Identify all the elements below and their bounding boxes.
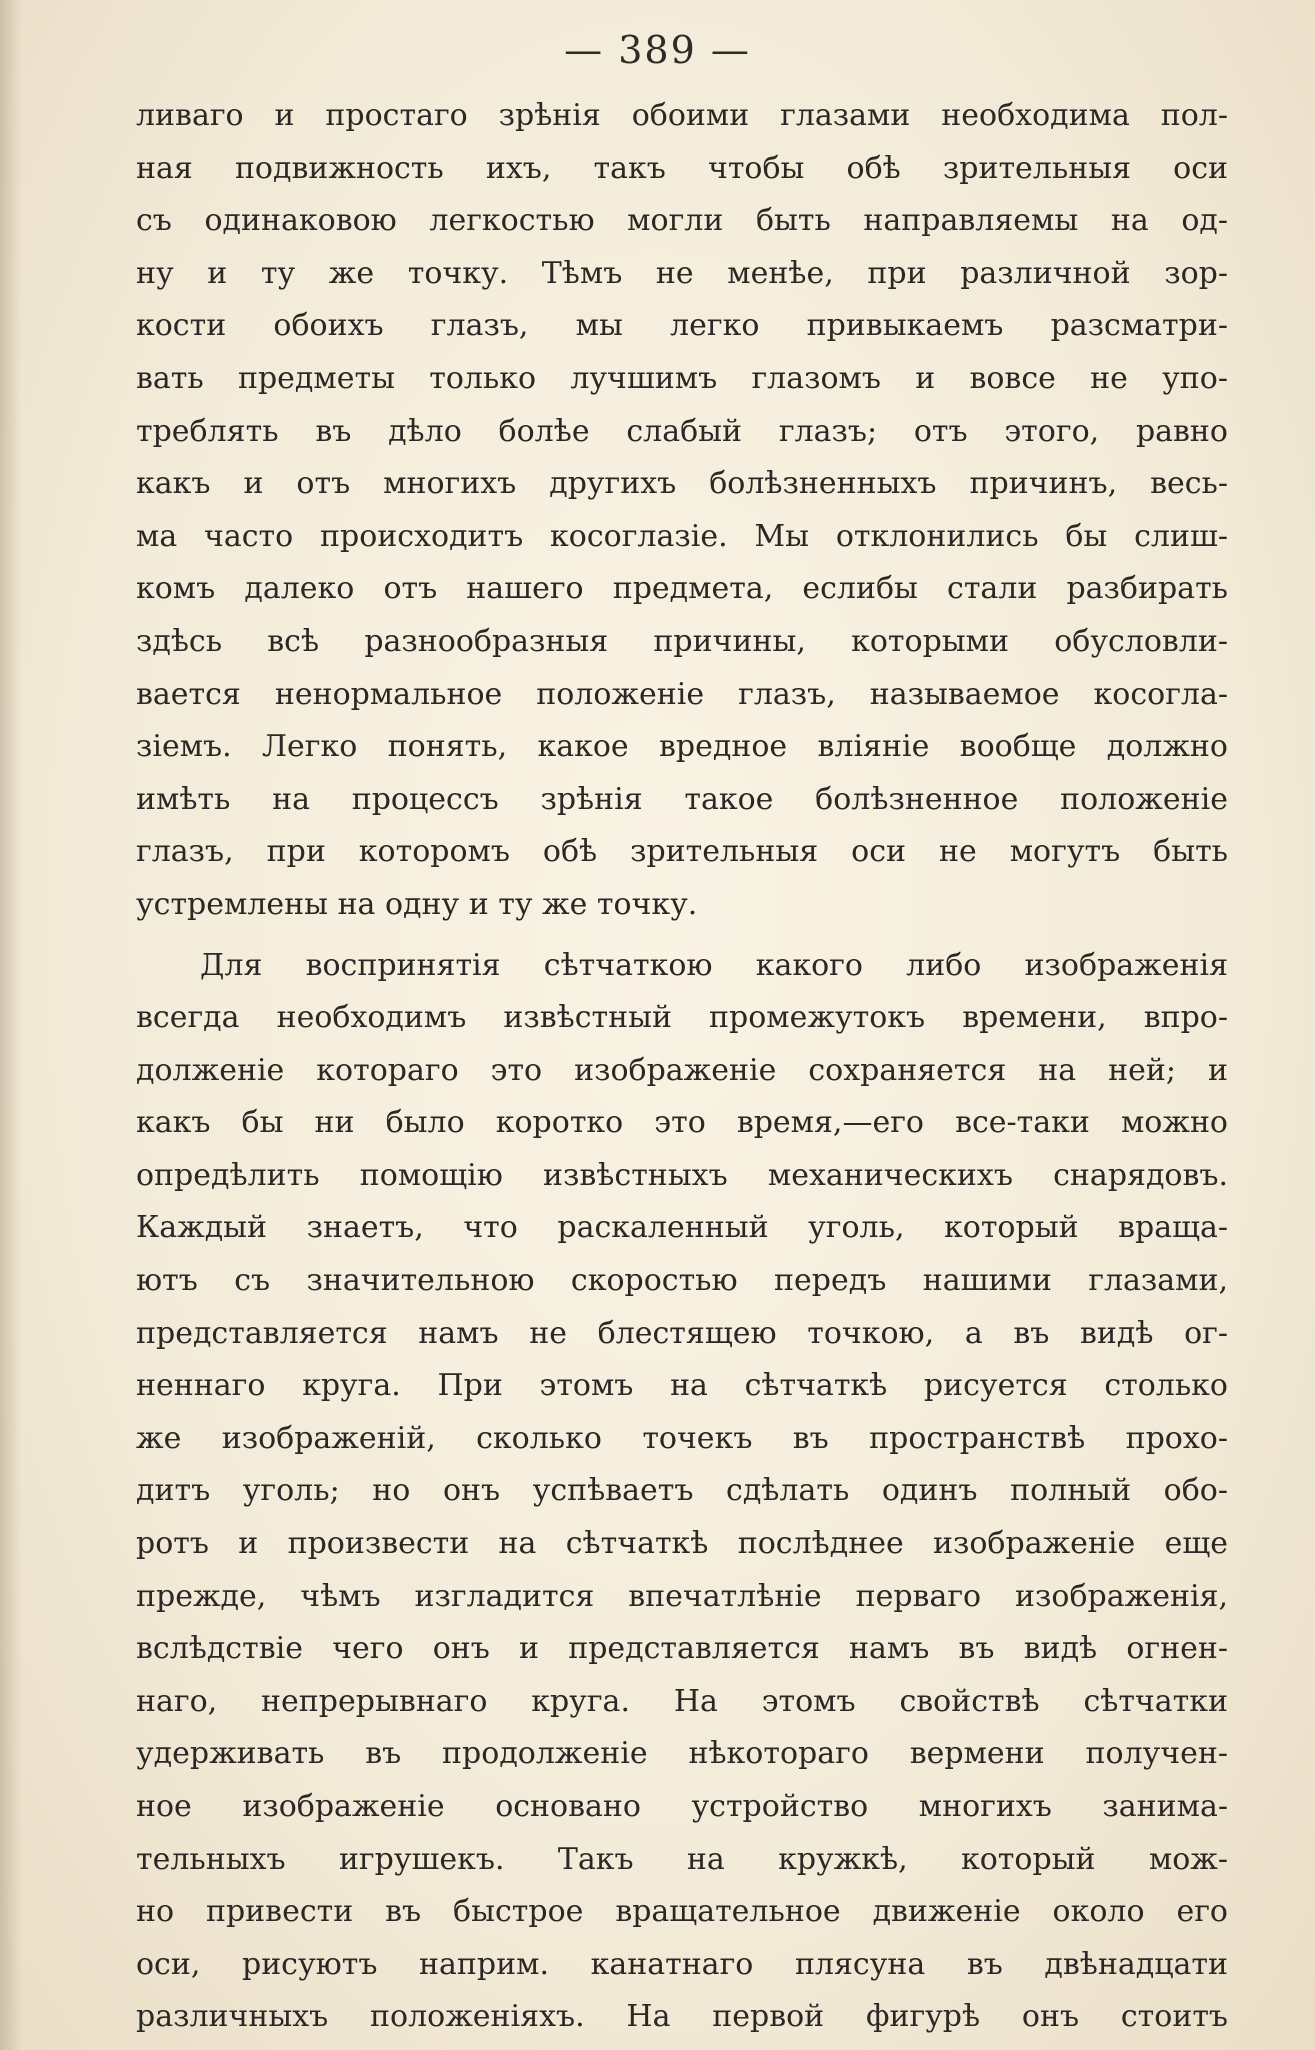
text-line: долженіе котораго это изображеніе сохраняется на ней; и [136, 1052, 1228, 1088]
text-line: ну и ту же точку. Тѣмъ не менѣе, при различной зор- [136, 255, 1228, 291]
text-line: прежде, чѣмъ изгладится впечатлѣніе перваго изображенія, [136, 1578, 1228, 1614]
text-line: тельныхъ игрушекъ. Такъ на кружкѣ, который мож- [136, 1841, 1228, 1877]
text-line: но привести въ быстрое вращательное движеніе около его [136, 1894, 1228, 1930]
binding-shadow [0, 0, 22, 2050]
text-line: кости обоихъ глазъ, мы легко привыкаемъ разсматри- [136, 308, 1228, 344]
page-number: — 389 — [564, 28, 751, 72]
text-line: Каждый знаетъ, что раскаленный уголь, который враща- [136, 1210, 1228, 1246]
text-line: ливаго и простаго зрѣнія обоими глазами необходима пол- [136, 98, 1228, 133]
text-line: оси, рисуютъ наприм. канатнаго плясуна въ двѣнадцати [136, 1946, 1228, 1982]
paragraph [136, 940, 1228, 2044]
text-line: какъ и отъ многихъ другихъ болѣзненныхъ причинъ, весь- [136, 466, 1228, 502]
text-line: дитъ уголь; но онъ успѣваетъ сдѣлать одинъ полный обо- [136, 1473, 1228, 1509]
text-line: ротъ и произвести на сѣтчаткѣ послѣднее изображеніе еще [136, 1526, 1228, 1562]
text-line: какъ бы ни было коротко это время,—его все-таки можно [136, 1105, 1228, 1141]
text-line: различныхъ положеніяхъ. На первой фигурѣ онъ стоитъ [136, 1999, 1228, 2035]
text-line: опредѣлить помощію извѣстныхъ механическихъ снарядовъ. [136, 1157, 1228, 1193]
text-line: вается ненормальное положеніе глазъ, называемое косогла- [136, 676, 1228, 712]
text-line: вслѣдствіе чего онъ и представляется намъ въ видѣ огнен- [136, 1631, 1228, 1667]
paragraph-gap [136, 932, 1228, 940]
text-line: глазъ, при которомъ обѣ зрительныя оси не могутъ быть [136, 834, 1228, 870]
text-line: Для воспринятія сѣтчаткою какого либо изображенія [200, 947, 1228, 983]
text-line: здѣсь всѣ разнообразныя причины, которыми обусловли- [136, 623, 1228, 659]
text-line: же изображеній, сколько точекъ въ пространствѣ прохо- [136, 1420, 1228, 1456]
text-line: треблять въ дѣло болѣе слабый глазъ; отъ этого, равно [136, 413, 1228, 449]
text-line: неннаго круга. При этомъ на сѣтчаткѣ рисуется столько [136, 1368, 1228, 1404]
text-line: имѣть на процессъ зрѣнія такое болѣзненное положеніе [136, 781, 1228, 817]
text-line: наго, непрерывнаго круга. На этомъ свойствѣ сѣтчатки [136, 1683, 1228, 1719]
text-line: зіемъ. Легко понять, какое вредное вліяніе вообще должно [136, 729, 1228, 765]
text-line: ное изображеніе основано устройство многихъ занима- [136, 1789, 1228, 1824]
text-line: ютъ съ значительною скоростью передъ нашими глазами, [136, 1263, 1228, 1299]
text-line: вать предметы только лучшимъ глазомъ и вовсе не упо- [136, 360, 1228, 396]
paragraph [136, 90, 1228, 932]
text-line: представляется намъ не блестящею точкою, а въ видѣ ог- [136, 1315, 1228, 1351]
text-line: устремлены на одну и ту же точку. [136, 886, 698, 922]
body-text [136, 90, 1228, 2044]
text-line: удерживать въ продолженіе нѣкотораго вермени получен- [136, 1736, 1228, 1772]
text-line: ная подвижность ихъ, такъ чтобы обѣ зрительныя оси [136, 150, 1228, 186]
text-line: ма часто происходитъ косоглазіе. Мы отклонились бы слиш- [136, 518, 1228, 554]
text-line: комъ далеко отъ нашего предмета, еслибы стали разбирать [136, 571, 1228, 607]
text-line: съ одинаковою легкостью могли быть направляемы на од- [136, 203, 1228, 239]
text-line: всегда необходимъ извѣстный промежутокъ времени, впро- [136, 1000, 1228, 1036]
